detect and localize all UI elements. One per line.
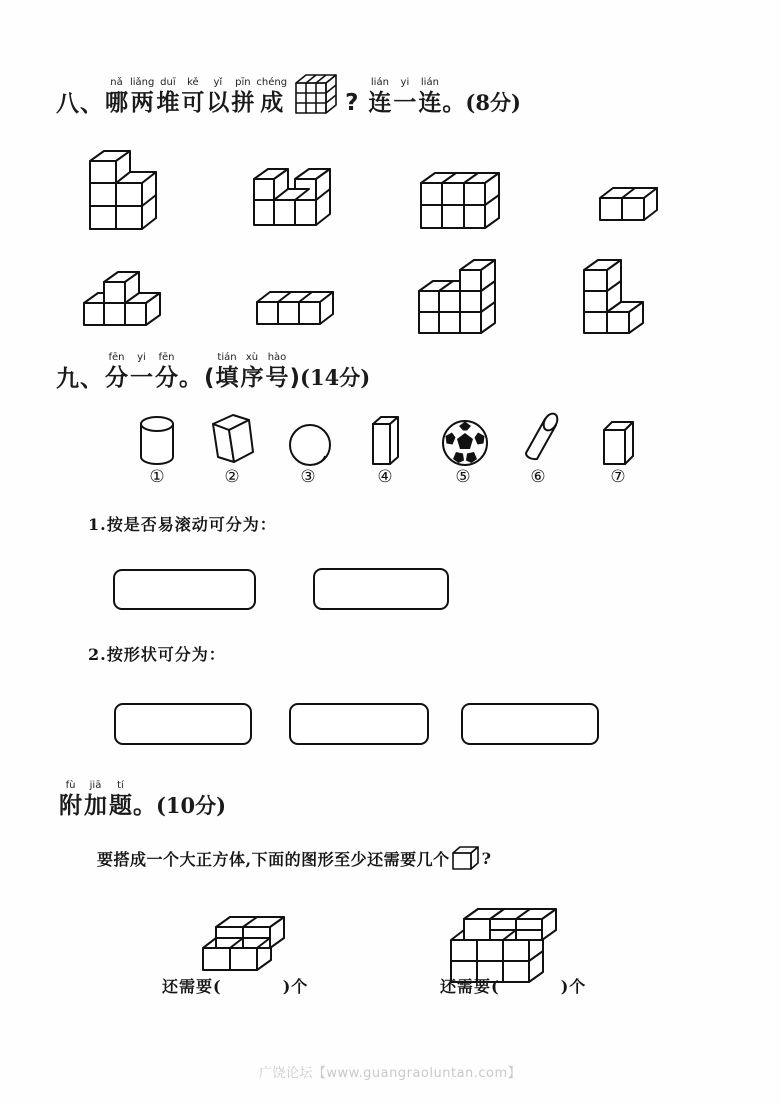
ruby-lian-2	[418, 77, 441, 116]
bonus-question-line	[97, 845, 491, 871]
block-shape-1[interactable]	[82, 150, 182, 235]
char-fen-1: 分	[105, 365, 128, 391]
block-shape-8[interactable]	[578, 263, 673, 341]
ruby-yi-3	[130, 352, 153, 391]
tilted-cylinder-icon[interactable]	[518, 412, 564, 468]
ruby-liang	[130, 77, 154, 116]
char-yi-3: 一	[130, 365, 153, 391]
bonus-answer-1-pre: 还需要(	[162, 977, 222, 996]
char-liang: 两	[130, 90, 154, 116]
cube-single-icon	[451, 845, 481, 871]
pinyin-fen-1: fēn	[108, 352, 125, 363]
object-number-2: ②	[224, 467, 240, 487]
answer-box-1a[interactable]	[113, 569, 256, 610]
pinyin-cheng: chéng	[256, 77, 288, 88]
bonus-answer-2	[440, 974, 586, 997]
bonus-answer-2-post: )个	[560, 977, 587, 996]
pinyin-liang: liǎng	[130, 77, 155, 88]
char-xu: 序	[240, 365, 264, 391]
page-watermark: 广饶论坛【www.guangraoluntan.com】	[258, 1066, 522, 1081]
bonus-question-post: ?	[481, 848, 491, 868]
score-8: (8分)	[465, 90, 521, 115]
ruby-fen-1	[105, 352, 128, 391]
question-mark-8: ?	[345, 90, 359, 116]
cube-3x3-icon	[293, 72, 341, 116]
block-shape-2[interactable]	[248, 170, 358, 235]
answer-box-2b[interactable]	[289, 703, 429, 745]
pinyin-fu: fù	[65, 780, 76, 791]
bonus-answer-1	[162, 974, 308, 997]
section-9-heading	[56, 352, 370, 391]
ruby-yi	[206, 77, 229, 116]
period-8: 。	[442, 90, 466, 116]
paren-close-9: )	[289, 365, 301, 391]
bonus-question-pre: 要搭成一个大正方体,下面的图形至少还需要几个	[97, 849, 450, 869]
period-bonus: 。	[133, 793, 156, 819]
pinyin-yi-2: yi	[400, 77, 410, 88]
pinyin-pin: pīn	[235, 77, 251, 88]
ruby-tian	[216, 352, 239, 391]
char-lian-1: 连	[368, 90, 392, 116]
ruby-xu	[241, 352, 264, 391]
block-shape-3[interactable]	[415, 172, 525, 234]
tilted-cuboid-icon[interactable]	[208, 410, 258, 468]
question-2-text: 2.按形状可分为：	[88, 645, 226, 664]
pinyin-lian-1: lián	[370, 77, 389, 88]
object-number-6: ⑥	[530, 467, 546, 487]
ruby-fu	[59, 780, 82, 819]
ruby-na	[105, 77, 128, 116]
question-1-text: 1.按是否易滚动可分为：	[88, 515, 277, 534]
char-ti: 题	[109, 793, 132, 819]
cuboid-icon[interactable]	[598, 418, 640, 468]
ruby-yi-2	[393, 77, 416, 116]
tall-cuboid-icon[interactable]	[367, 414, 407, 468]
char-pin: 拼	[231, 90, 255, 116]
sphere-icon[interactable]	[287, 422, 335, 470]
soccer-ball-icon[interactable]	[440, 418, 490, 468]
ruby-jia	[84, 780, 107, 819]
score-9: (14分)	[300, 365, 371, 390]
char-fen-2: 分	[155, 365, 178, 391]
block-shape-4[interactable]	[596, 186, 671, 231]
pinyin-yi-3: yi	[137, 352, 146, 363]
ruby-dui	[156, 77, 179, 116]
object-number-7: ⑦	[610, 467, 626, 487]
pinyin-jia: jiā	[89, 780, 102, 791]
section-9-number: 九、	[56, 366, 104, 392]
cylinder-icon[interactable]	[135, 415, 179, 467]
ruby-lian-1	[368, 77, 391, 116]
ruby-ti	[109, 780, 132, 819]
bonus-answer-1-post: )个	[282, 977, 309, 996]
char-dui: 堆	[156, 90, 180, 116]
ruby-fen-2	[155, 352, 178, 391]
char-lian-2: 连	[418, 90, 442, 116]
pinyin-yi: yǐ	[213, 77, 223, 88]
bonus-heading	[58, 780, 226, 819]
block-shape-6[interactable]	[253, 288, 353, 336]
char-yi-2: 一	[393, 90, 417, 116]
answer-box-2a[interactable]	[114, 703, 252, 745]
char-hao: 号	[265, 365, 289, 391]
answer-box-1b[interactable]	[313, 568, 449, 610]
pinyin-lian-2: lián	[420, 77, 439, 88]
section-8-heading	[56, 72, 521, 116]
answer-box-2c[interactable]	[461, 703, 599, 745]
char-na: 哪	[105, 90, 128, 116]
char-fu: 附	[59, 793, 82, 819]
char-yi: 以	[206, 90, 230, 116]
pinyin-dui: duī	[160, 77, 176, 88]
pinyin-ke: kě	[187, 77, 199, 88]
ruby-cheng	[256, 77, 287, 116]
object-number-1: ①	[149, 467, 165, 487]
char-ke: 可	[181, 90, 205, 116]
section-8-number: 八、	[56, 91, 104, 117]
paren-open-9: (	[204, 365, 215, 391]
object-number-3: ③	[300, 467, 316, 487]
pinyin-hao: hào	[267, 352, 287, 363]
char-tian: 填	[215, 365, 239, 391]
block-shape-5[interactable]	[78, 265, 188, 335]
char-jia: 加	[84, 793, 107, 819]
pinyin-tian: tián	[217, 352, 237, 363]
pinyin-fen-2: fēn	[158, 352, 175, 363]
period-9: 。	[179, 365, 202, 391]
block-shape-7[interactable]	[413, 263, 523, 341]
pinyin-ti: tí	[117, 780, 124, 791]
ruby-pin	[231, 77, 254, 116]
object-number-5: ⑤	[455, 467, 471, 487]
pinyin-xu: xù	[245, 352, 259, 363]
bonus-answer-2-pre: 还需要(	[440, 977, 500, 996]
pinyin-na: nǎ	[110, 77, 123, 88]
ruby-ke	[181, 77, 204, 116]
object-number-4: ④	[377, 467, 393, 487]
ruby-hao	[266, 352, 289, 391]
score-bonus: (10分)	[156, 793, 227, 818]
char-cheng: 成	[260, 90, 284, 116]
